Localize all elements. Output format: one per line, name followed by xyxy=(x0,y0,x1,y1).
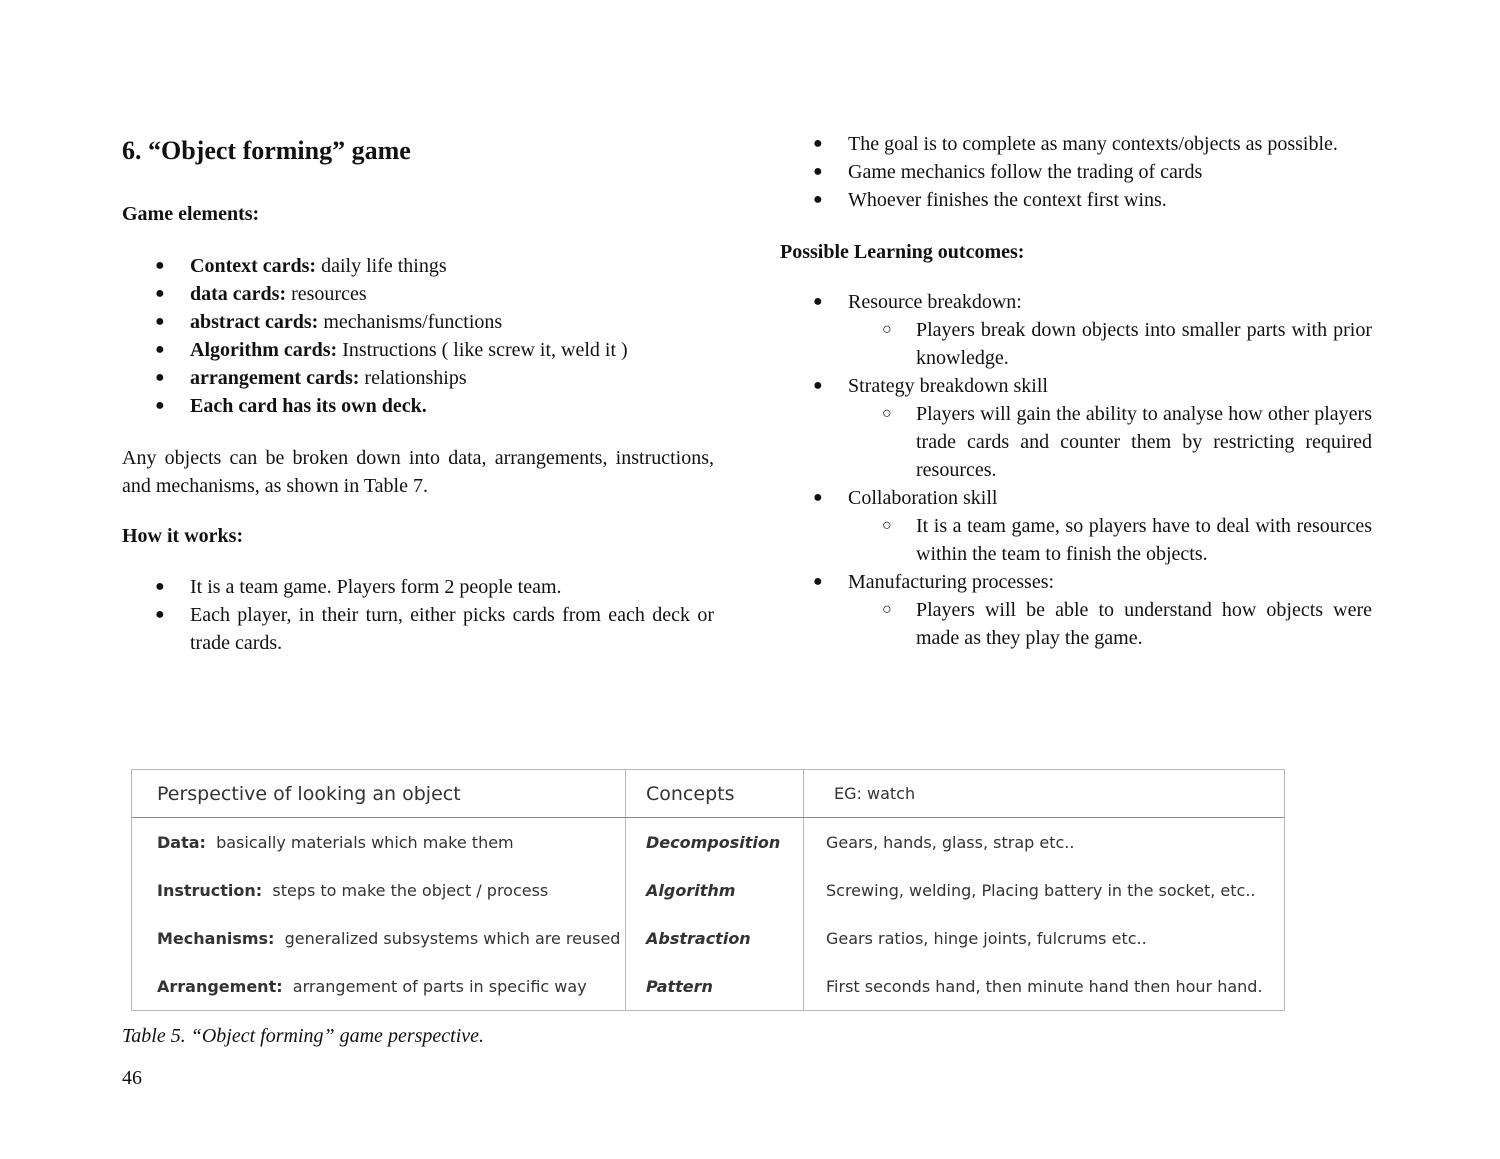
bullet-icon: ● xyxy=(813,163,823,180)
table-row xyxy=(132,867,1284,915)
outcome-title: Strategy breakdown skill xyxy=(848,375,1048,397)
list-item xyxy=(780,484,1372,568)
concept-cell: Decomposition xyxy=(626,818,804,867)
concept-cell: Pattern xyxy=(626,962,804,1010)
item-text: relationships xyxy=(359,367,467,389)
item-label: data cards: xyxy=(190,283,287,305)
list-item xyxy=(122,252,714,280)
outcome-title: Resource breakdown: xyxy=(848,291,1022,313)
header-perspective: Perspective of looking an object xyxy=(132,770,626,818)
bullet-icon: ● xyxy=(813,191,823,208)
concept-cell: Abstraction xyxy=(626,914,804,962)
sub-list xyxy=(848,400,1372,484)
table-row xyxy=(132,914,1284,962)
perspective-label: Arrangement: xyxy=(157,976,283,996)
sub-list-item xyxy=(848,316,1372,372)
learning-outcomes-list xyxy=(780,288,1372,652)
list-item xyxy=(780,158,1372,186)
item-text: Each player, in their turn, either picks cards from each deck or trade cards. xyxy=(190,604,714,654)
item-label: Context cards: xyxy=(190,255,317,277)
section-title: 6. “Object forming” game xyxy=(122,136,411,165)
list-item xyxy=(122,573,714,601)
bullet-icon: ● xyxy=(155,369,165,386)
circle-bullet-icon: ○ xyxy=(882,601,892,618)
perspective-cell xyxy=(132,914,626,962)
circle-bullet-icon: ○ xyxy=(882,321,892,338)
list-item xyxy=(122,392,714,420)
item-text: Game mechanics follow the trading of cards xyxy=(848,161,1203,183)
circle-bullet-icon: ○ xyxy=(882,405,892,422)
item-text: The goal is to complete as many contexts/objects as possible. xyxy=(848,133,1338,155)
table-row xyxy=(132,818,1284,867)
perspective-label: Data: xyxy=(157,832,206,852)
perspective-cell xyxy=(132,867,626,915)
page-number: 46 xyxy=(122,1067,142,1089)
intro-paragraph: Any objects can be broken down into data, arrangements, instructions, and mechanisms, as shown in Table 7. xyxy=(122,447,714,497)
bullet-icon: ● xyxy=(155,606,165,623)
perspective-label: Mechanisms: xyxy=(157,928,275,948)
sub-list-item xyxy=(848,596,1372,652)
game-elements-list xyxy=(122,252,714,420)
perspective-label: Instruction: xyxy=(157,880,263,900)
item-label: Algorithm cards: xyxy=(190,339,338,361)
learning-outcomes-heading: Possible Learning outcomes: xyxy=(780,241,1025,263)
item-text: mechanisms/functions xyxy=(318,311,503,333)
example-cell: Gears, hands, glass, strap etc.. xyxy=(804,818,1285,867)
sub-list xyxy=(848,316,1372,372)
goal-list xyxy=(780,130,1372,214)
example-cell: Gears ratios, hinge joints, fulcrums etc.. xyxy=(804,914,1285,962)
header-example: EG: watch xyxy=(804,770,1285,818)
perspective-desc: steps to make the object / process xyxy=(262,880,549,900)
item-text: It is a team game. Players form 2 people team. xyxy=(190,576,562,598)
right-column xyxy=(780,130,1372,652)
how-it-works-heading: How it works: xyxy=(122,525,244,547)
list-item xyxy=(122,364,714,392)
left-column xyxy=(122,130,714,657)
perspective-cell xyxy=(132,818,626,867)
example-cell: Screwing, welding, Placing battery in the socket, etc.. xyxy=(804,867,1285,915)
list-item xyxy=(122,336,714,364)
bullet-icon: ● xyxy=(155,285,165,302)
bullet-icon: ● xyxy=(813,489,823,506)
list-item xyxy=(122,280,714,308)
game-elements-heading: Game elements: xyxy=(122,203,260,225)
item-text: daily life things xyxy=(316,255,447,277)
list-item xyxy=(780,130,1372,158)
how-it-works-list xyxy=(122,573,714,657)
example-cell: First seconds hand, then minute hand then hour hand. xyxy=(804,962,1285,1010)
bullet-icon: ● xyxy=(155,341,165,358)
table-caption: Table 5. “Object forming” game perspective. xyxy=(122,1025,485,1047)
item-text: Whoever finishes the context first wins. xyxy=(848,189,1167,211)
list-item xyxy=(780,288,1372,372)
concept-cell: Algorithm xyxy=(626,867,804,915)
perspective-table-grid xyxy=(132,770,1284,1010)
list-item xyxy=(780,186,1372,214)
bullet-icon: ● xyxy=(155,578,165,595)
item-label: arrangement cards: xyxy=(190,367,360,389)
bullet-icon: ● xyxy=(155,397,165,414)
bullet-icon: ● xyxy=(813,135,823,152)
list-item xyxy=(122,308,714,336)
sub-list-item xyxy=(848,512,1372,568)
bullet-icon: ● xyxy=(155,257,165,274)
list-item xyxy=(780,372,1372,484)
outcome-title: Collaboration skill xyxy=(848,487,998,509)
perspective-desc: basically materials which make them xyxy=(205,832,514,852)
perspective-table xyxy=(131,769,1285,1011)
list-item xyxy=(122,601,714,657)
outcome-title: Manufacturing processes: xyxy=(848,571,1055,593)
table-row xyxy=(132,962,1284,1010)
perspective-desc: arrangement of parts in specific way xyxy=(282,976,587,996)
perspective-cell xyxy=(132,962,626,1010)
item-label: abstract cards: xyxy=(190,311,319,333)
item-text: Instructions ( like screw it, weld it ) xyxy=(337,339,628,361)
bullet-icon: ● xyxy=(813,377,823,394)
sub-list xyxy=(848,512,1372,568)
outcome-detail: Players break down objects into smaller parts with prior knowledge. xyxy=(916,319,1372,369)
sub-list-item xyxy=(848,400,1372,484)
item-label: Each card has its own deck. xyxy=(190,395,427,417)
circle-bullet-icon: ○ xyxy=(882,517,892,534)
bullet-icon: ● xyxy=(813,293,823,310)
item-text: resources xyxy=(286,283,367,305)
header-concepts: Concepts xyxy=(626,770,804,818)
list-item xyxy=(780,568,1372,652)
outcome-detail: Players will gain the ability to analyse how other players trade cards and counter them by restricting required resources. xyxy=(916,403,1372,481)
perspective-desc: generalized subsystems which are reused xyxy=(274,928,621,948)
bullet-icon: ● xyxy=(813,573,823,590)
outcome-detail: Players will be able to understand how objects were made as they play the game. xyxy=(916,599,1372,649)
bullet-icon: ● xyxy=(155,313,165,330)
table-header-row xyxy=(132,770,1284,818)
sub-list xyxy=(848,596,1372,652)
outcome-detail: It is a team game, so players have to deal with resources within the team to finish the objects. xyxy=(916,515,1372,565)
